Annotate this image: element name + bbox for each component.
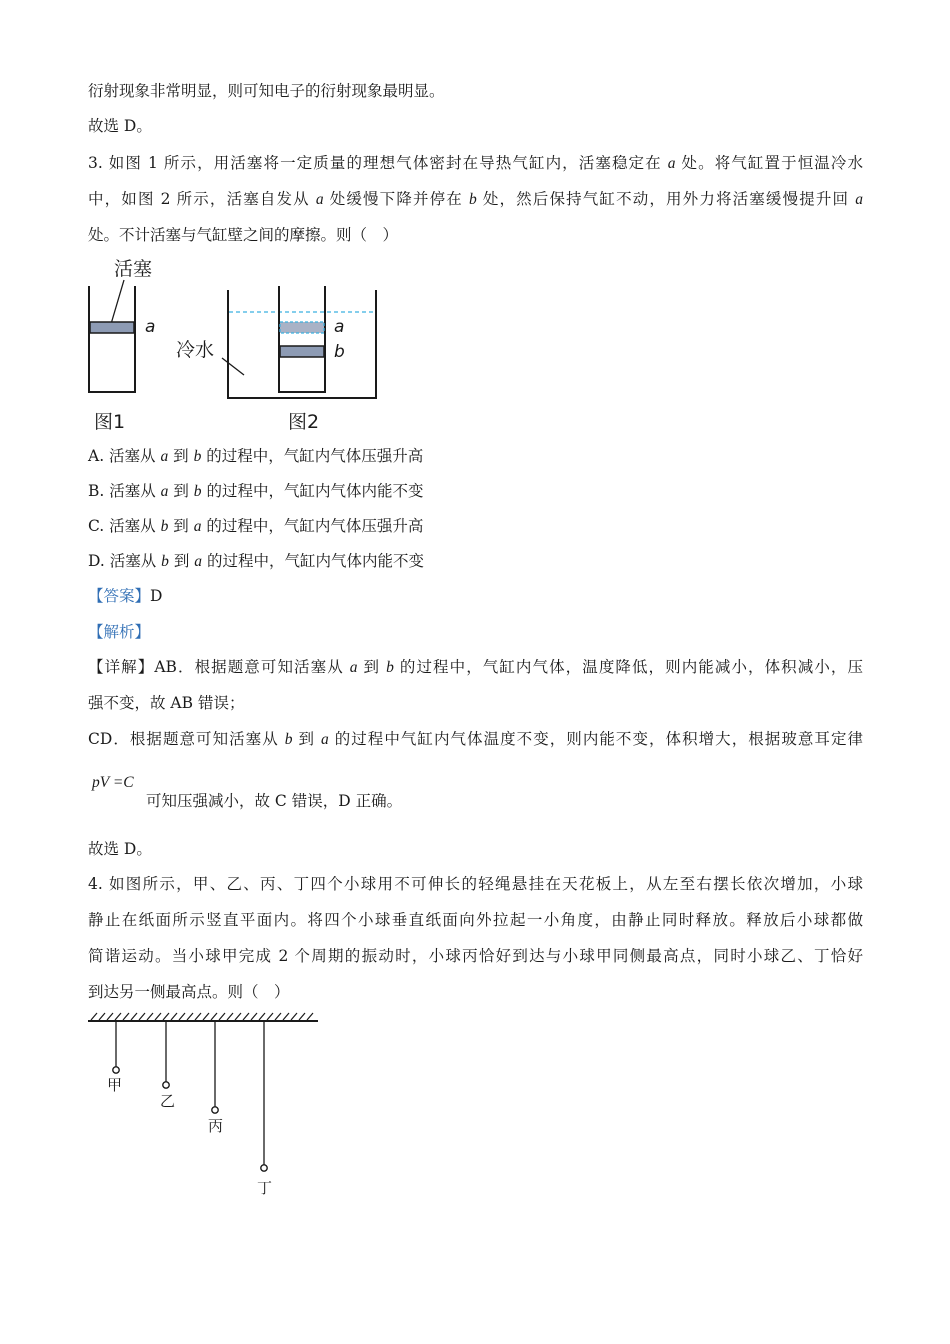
detail-line-4: 可知压强减小，故 C 错误，D 正确。: [146, 792, 403, 810]
option-a: A. 活塞从 a 到 b 的过程中，气缸内气体压强升高: [88, 447, 424, 465]
piston-label: 活塞: [114, 258, 153, 280]
piston-position-a: [280, 322, 324, 333]
option-c: C. 活塞从 b 到 a 的过程中，气缸内气体压强升高: [88, 517, 424, 535]
question-4-line-2: 静止在纸面所示竖直平面内。将四个小球垂直纸面向外拉起一小角度，由静止同时释放。释放后小球都做: [88, 911, 863, 929]
cylinder-figure: [0, 250, 950, 450]
ball-jia: [113, 1067, 119, 1073]
figure-2-caption: 图2: [288, 411, 320, 433]
pendulum-figure: [0, 1010, 950, 1210]
option-d: D. 活塞从 b 到 a 的过程中，气缸内气体内能不变: [88, 552, 424, 570]
svg-text:a: a: [145, 317, 156, 337]
cold-water-label: 冷水: [176, 339, 215, 361]
question-4-line-3: 简谐运动。当小球甲完成 2 个周期的振动时，小球丙恰好到达与小球甲同侧最高点，同时小球乙、丁恰好: [88, 947, 863, 965]
piston-position-b: [280, 346, 324, 357]
detail-line-1: 【详解】AB．根据题意可知活塞从 a 到 b 的过程中，气缸内气体，温度降低，则内能减小，体积减小，压: [88, 658, 863, 676]
ball-yi: [163, 1082, 169, 1088]
detail-line-3: CD．根据题意可知活塞从 b 到 a 的过程中气缸内气体温度不变，则内能不变，体积增大，根据玻意耳定律: [88, 730, 863, 748]
svg-text:丙: 丙: [208, 1117, 224, 1135]
detail-line-5: 故选 D。: [88, 840, 152, 858]
option-b: B. 活塞从 a 到 b 的过程中，气缸内气体内能不变: [88, 482, 424, 500]
question-3-line-1: 3. 如图 1 所示，用活塞将一定质量的理想气体密封在导热气缸内，活塞稳定在 a 处。将气缸置于恒温冷水: [88, 154, 863, 172]
question-4-line-1: 4. 如图所示，甲、乙、丙、丁四个小球用不可伸长的轻绳悬挂在天花板上，从左至右摆长依次增加，小球: [88, 875, 863, 893]
text-line: 衍射现象非常明显，则可知电子的衍射现象最明显。: [88, 82, 445, 100]
svg-text:乙: 乙: [160, 1092, 176, 1110]
svg-text:丁: 丁: [257, 1179, 273, 1197]
ball-ding: [261, 1165, 267, 1171]
svg-text:a: a: [334, 317, 345, 337]
question-3-line-3: 处。不计活塞与气缸壁之间的摩擦。则（ ）: [88, 226, 399, 244]
piston-fig1: [90, 322, 134, 333]
detail-line-2: 强不变，故 AB 错误；: [88, 694, 245, 712]
ball-bing: [212, 1107, 218, 1113]
question-4-line-4: 到达另一侧最高点。则（ ）: [88, 983, 290, 1001]
ceiling-hatching: [91, 1013, 313, 1020]
question-3-line-2: 中，如图 2 所示，活塞自发从 a 处缓慢下降并停在 b 处，然后保持气缸不动，用外力将活塞缓慢提升回 a: [88, 190, 863, 208]
formula-pv-c: pV =C: [92, 774, 134, 791]
svg-text:b: b: [334, 342, 345, 362]
text-line: 故选 D。: [88, 117, 152, 135]
answer-line: 【答案】D: [88, 587, 163, 605]
figure-1-caption: 图1: [94, 411, 126, 433]
svg-text:甲: 甲: [107, 1076, 123, 1094]
analysis-tag: 【解析】: [88, 623, 151, 641]
